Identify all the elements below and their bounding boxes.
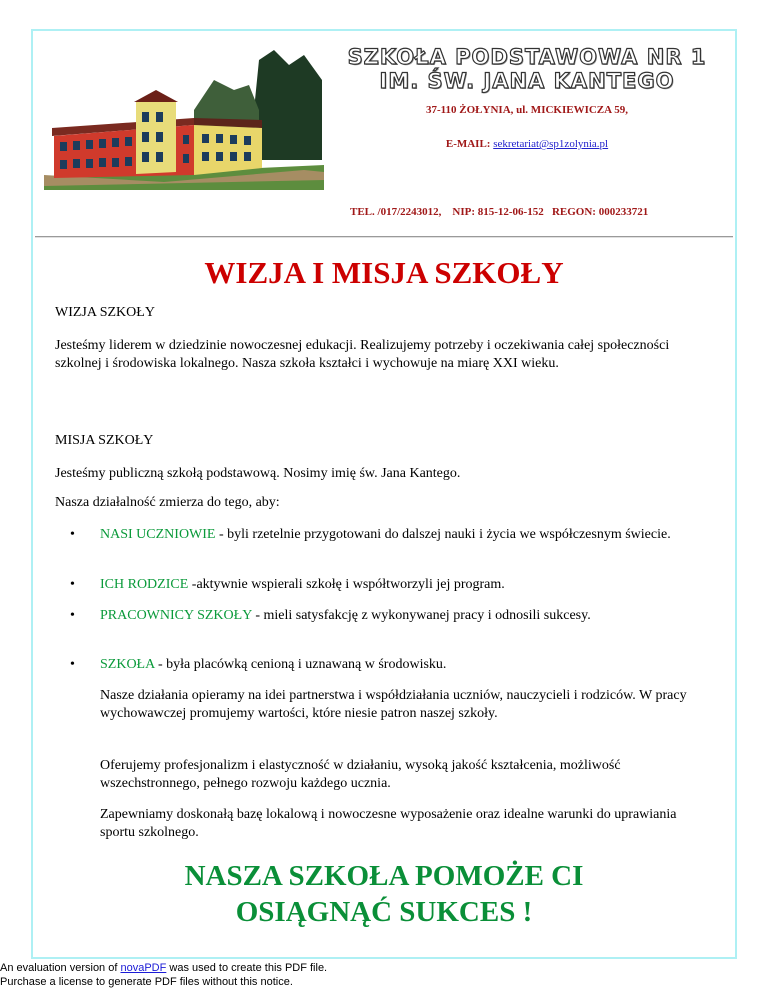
school-name-line2: IM. ŚW. JANA KANTEGO — [379, 69, 675, 93]
nip-regon: NIP: 815-12-06-152 REGON: 000233721 — [452, 206, 649, 218]
pdf-notice-line1 — [0, 961, 327, 975]
bullet-icon: • — [70, 577, 75, 592]
notice-text: An evaluation version of — [0, 962, 121, 974]
list-item — [70, 526, 700, 544]
bullet-text: - byli rzetelnie przygotowani do dalszej nauki i życia we współczesnym świecie. — [215, 527, 671, 542]
misja-lead: Nasza działalność zmierza do tego, aby: — [55, 495, 280, 510]
bullet-icon: • — [70, 527, 75, 542]
header-divider — [35, 236, 733, 238]
misja-paragraph-3: Zapewniamy doskonałą bazę lokalową i nowoczesne wyposażenie oraz idealne warunki do uprawiania sportu szkolnego. — [100, 807, 677, 840]
list-item — [70, 607, 700, 625]
wizja-text: Jesteśmy liderem w dziedzinie nowoczesnej edukacji. Realizujemy potrzeby i oczekiwania całej społeczności szkolnej i środowiska lokalnego. Nasza szkoła kształci i wychowuje na miarę XXI wieku. — [55, 338, 670, 371]
bullet-text: - mieli satysfakcję z wykonywanej pracy i odnosili sukcesy. — [251, 608, 591, 623]
slogan — [35, 858, 733, 930]
bullet-text: -aktywnie wspierali szkołę i współtworzyli jej program. — [188, 577, 505, 592]
email-label: E-MAIL: — [445, 138, 491, 150]
novapdf-link[interactable]: novaPDF — [120, 962, 167, 974]
bullet-key: SZKOŁA — [100, 657, 155, 672]
pdf-notice-line2: Purchase a license to generate PDF files without this notice. — [0, 976, 293, 988]
bullet-key: NASI UCZNIOWIE — [100, 527, 216, 542]
bullet-text: - była placówką cenioną i uznawaną w środowisku. — [154, 657, 447, 672]
bullet-key: ICH RODZICE — [100, 577, 189, 592]
school-address: 37-110 ŻOŁYNIA, ul. MICKIEWICZA 59, — [425, 104, 628, 116]
misja-paragraph-2: Oferujemy profesjonalizm i elastyczność w działaniu, wysoką jakość kształcenia, możliwość wszechstronnego, pełnego rozwoju każdego ucznia. — [100, 758, 621, 791]
misja-paragraph-1: Nasze działania opieramy na idei partnerstwa i współdziałania uczniów, nauczycieli i rodziców. W pracy wychowawczej promujemy wartości, które niesie patron naszej szkoły. — [100, 688, 687, 721]
misja-intro: Jesteśmy publiczną szkołą podstawową. Nosimy imię św. Jana Kantego. — [55, 466, 461, 481]
email-link[interactable]: sekretariat@sp1zolynia.pl — [493, 138, 609, 150]
school-building-image — [44, 50, 324, 190]
misja-heading: MISJA SZKOŁY — [55, 433, 154, 448]
slogan-line2: OSIĄGNĄĆ SUKCES ! — [235, 896, 533, 928]
pdf-notice — [0, 961, 327, 989]
school-name-line1: SZKOŁA PODSTAWOWA NR 1 — [347, 45, 707, 69]
school-name — [322, 45, 732, 93]
telephone: TEL. /017/2243012, — [350, 206, 442, 218]
page-title: WIZJA I MISJA SZKOŁY — [204, 255, 564, 290]
bullet-key: PRACOWNICY SZKOŁY — [100, 608, 252, 623]
school-email — [322, 138, 732, 150]
notice-text: was used to create this PDF file. — [166, 962, 328, 974]
slogan-line1: NASZA SZKOŁA POMOŻE CI — [184, 860, 584, 892]
list-item — [70, 576, 700, 594]
school-contact-numbers — [350, 206, 648, 218]
bullet-icon: • — [70, 608, 75, 623]
wizja-heading: WIZJA SZKOŁY — [55, 305, 155, 320]
list-item — [70, 656, 700, 674]
bullet-icon: • — [70, 657, 75, 672]
